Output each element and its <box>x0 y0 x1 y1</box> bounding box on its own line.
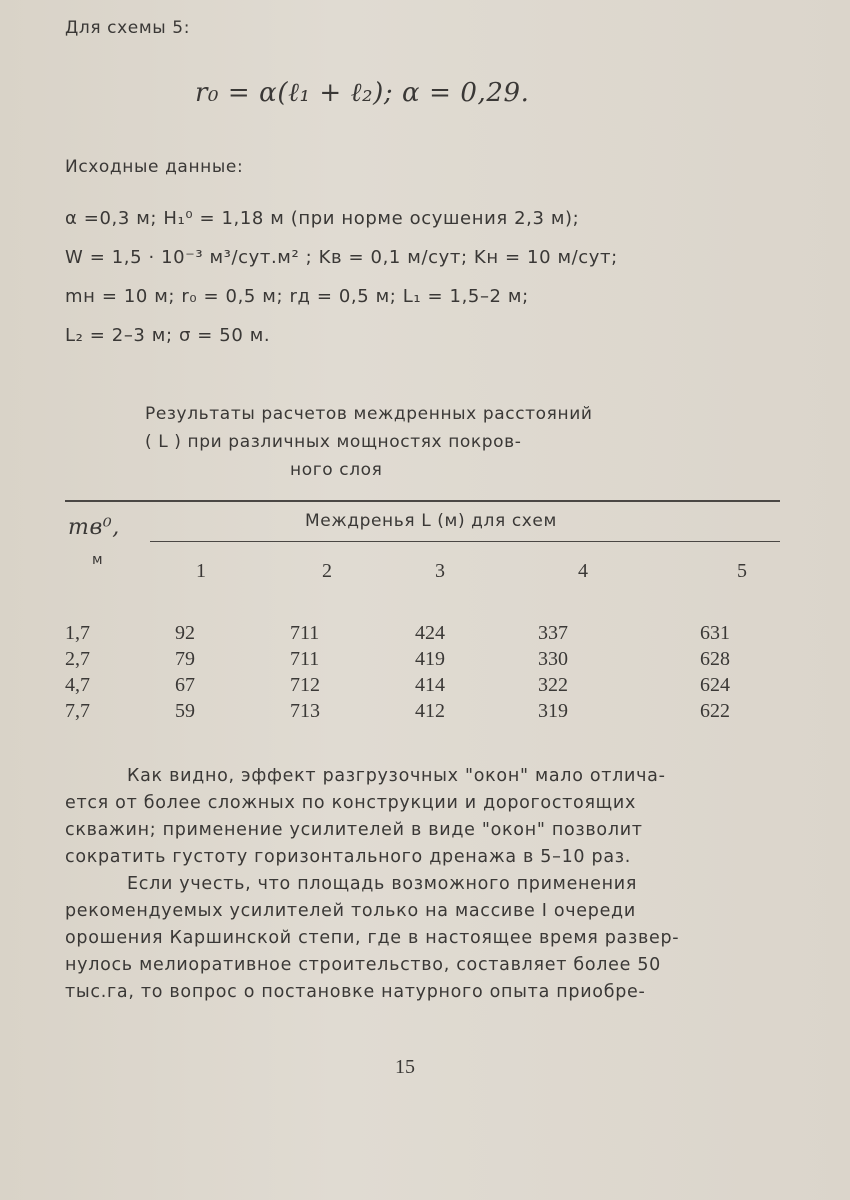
table-title-line: ного слоя <box>290 460 383 480</box>
input-line: W = 1,5 · 10⁻³ м³/сут.м² ; Kв = 0,1 м/сут; Kн = 10 м/сут; <box>65 247 618 268</box>
paragraph <box>65 871 785 1006</box>
page-number: 15 <box>395 1056 415 1078</box>
table-title-line: ( L ) при различных мощностях покров- <box>145 432 522 452</box>
paragraph-line: нулось мелиоративное строительство, составляет более 50 <box>65 955 662 975</box>
table-cell: 712 <box>290 674 320 696</box>
table-cell: 424 <box>415 622 445 644</box>
table-cell: 711 <box>290 622 320 644</box>
column-header: 2 <box>322 560 332 582</box>
row-label: 4,7 <box>65 674 90 696</box>
table-cell: 711 <box>290 648 320 670</box>
header-rule <box>150 541 780 542</box>
table-title-line: Результаты расчетов междренных расстояний <box>145 404 593 424</box>
table-cell: 414 <box>415 674 445 696</box>
table-cell: 624 <box>700 674 730 696</box>
paragraph-line: орошения Каршинской степи, где в настоящее время развер- <box>65 928 680 948</box>
group-header: Междренья L (м) для схем <box>305 511 557 531</box>
table-cell: 79 <box>175 648 195 670</box>
column-header: 1 <box>196 560 206 582</box>
input-line: mн = 10 м; r₀ = 0,5 м; rд = 0,5 м; L₁ = 1,5–2 м; <box>65 286 529 307</box>
row-header: mв⁰, <box>68 515 120 540</box>
paragraph-line: Как видно, эффект разгрузочных "окон" мало отлича- <box>127 766 666 786</box>
paragraph-line: рекомендуемых усилителей только на массиве I очереди <box>65 901 636 921</box>
table-cell: 628 <box>700 648 730 670</box>
paragraph <box>65 763 785 871</box>
table-cell: 92 <box>175 622 195 644</box>
input-data-label: Исходные данные: <box>65 157 244 177</box>
paragraph-line: скважин; применение усилителей в виде "окон" позволит <box>65 820 643 840</box>
table-cell: 319 <box>538 700 568 722</box>
table-cell: 322 <box>538 674 568 696</box>
paragraph-line: ется от более сложных по конструкции и дорогостоящих <box>65 793 636 813</box>
paragraph-line: Если учесть, что площадь возможного применения <box>127 874 638 894</box>
table-cell: 622 <box>700 700 730 722</box>
table-cell: 59 <box>175 700 195 722</box>
column-header: 5 <box>737 560 747 582</box>
paragraph-line: тыс.га, то вопрос о постановке натурного опыта приобре- <box>65 982 646 1002</box>
column-header: 3 <box>435 560 445 582</box>
input-line: L₂ = 2–3 м; σ = 50 м. <box>65 325 271 346</box>
section-heading: Для схемы 5: <box>65 18 191 38</box>
formula: r₀ = α(ℓ₁ + ℓ₂); α = 0,29. <box>195 78 530 108</box>
table-top-rule <box>65 500 780 502</box>
table-cell: 67 <box>175 674 195 696</box>
table-cell: 631 <box>700 622 730 644</box>
row-label: 1,7 <box>65 622 90 644</box>
input-line: α =0,3 м; H₁⁰ = 1,18 м (при норме осушения 2,3 м); <box>65 208 580 229</box>
table-cell: 713 <box>290 700 320 722</box>
row-label: 2,7 <box>65 648 90 670</box>
row-header-unit: м <box>92 552 104 568</box>
paragraph-line: сократить густоту горизонтального дренажа в 5–10 раз. <box>65 847 632 867</box>
table-cell: 412 <box>415 700 445 722</box>
row-label: 7,7 <box>65 700 90 722</box>
table-cell: 330 <box>538 648 568 670</box>
table-cell: 419 <box>415 648 445 670</box>
table-cell: 337 <box>538 622 568 644</box>
column-header: 4 <box>578 560 588 582</box>
